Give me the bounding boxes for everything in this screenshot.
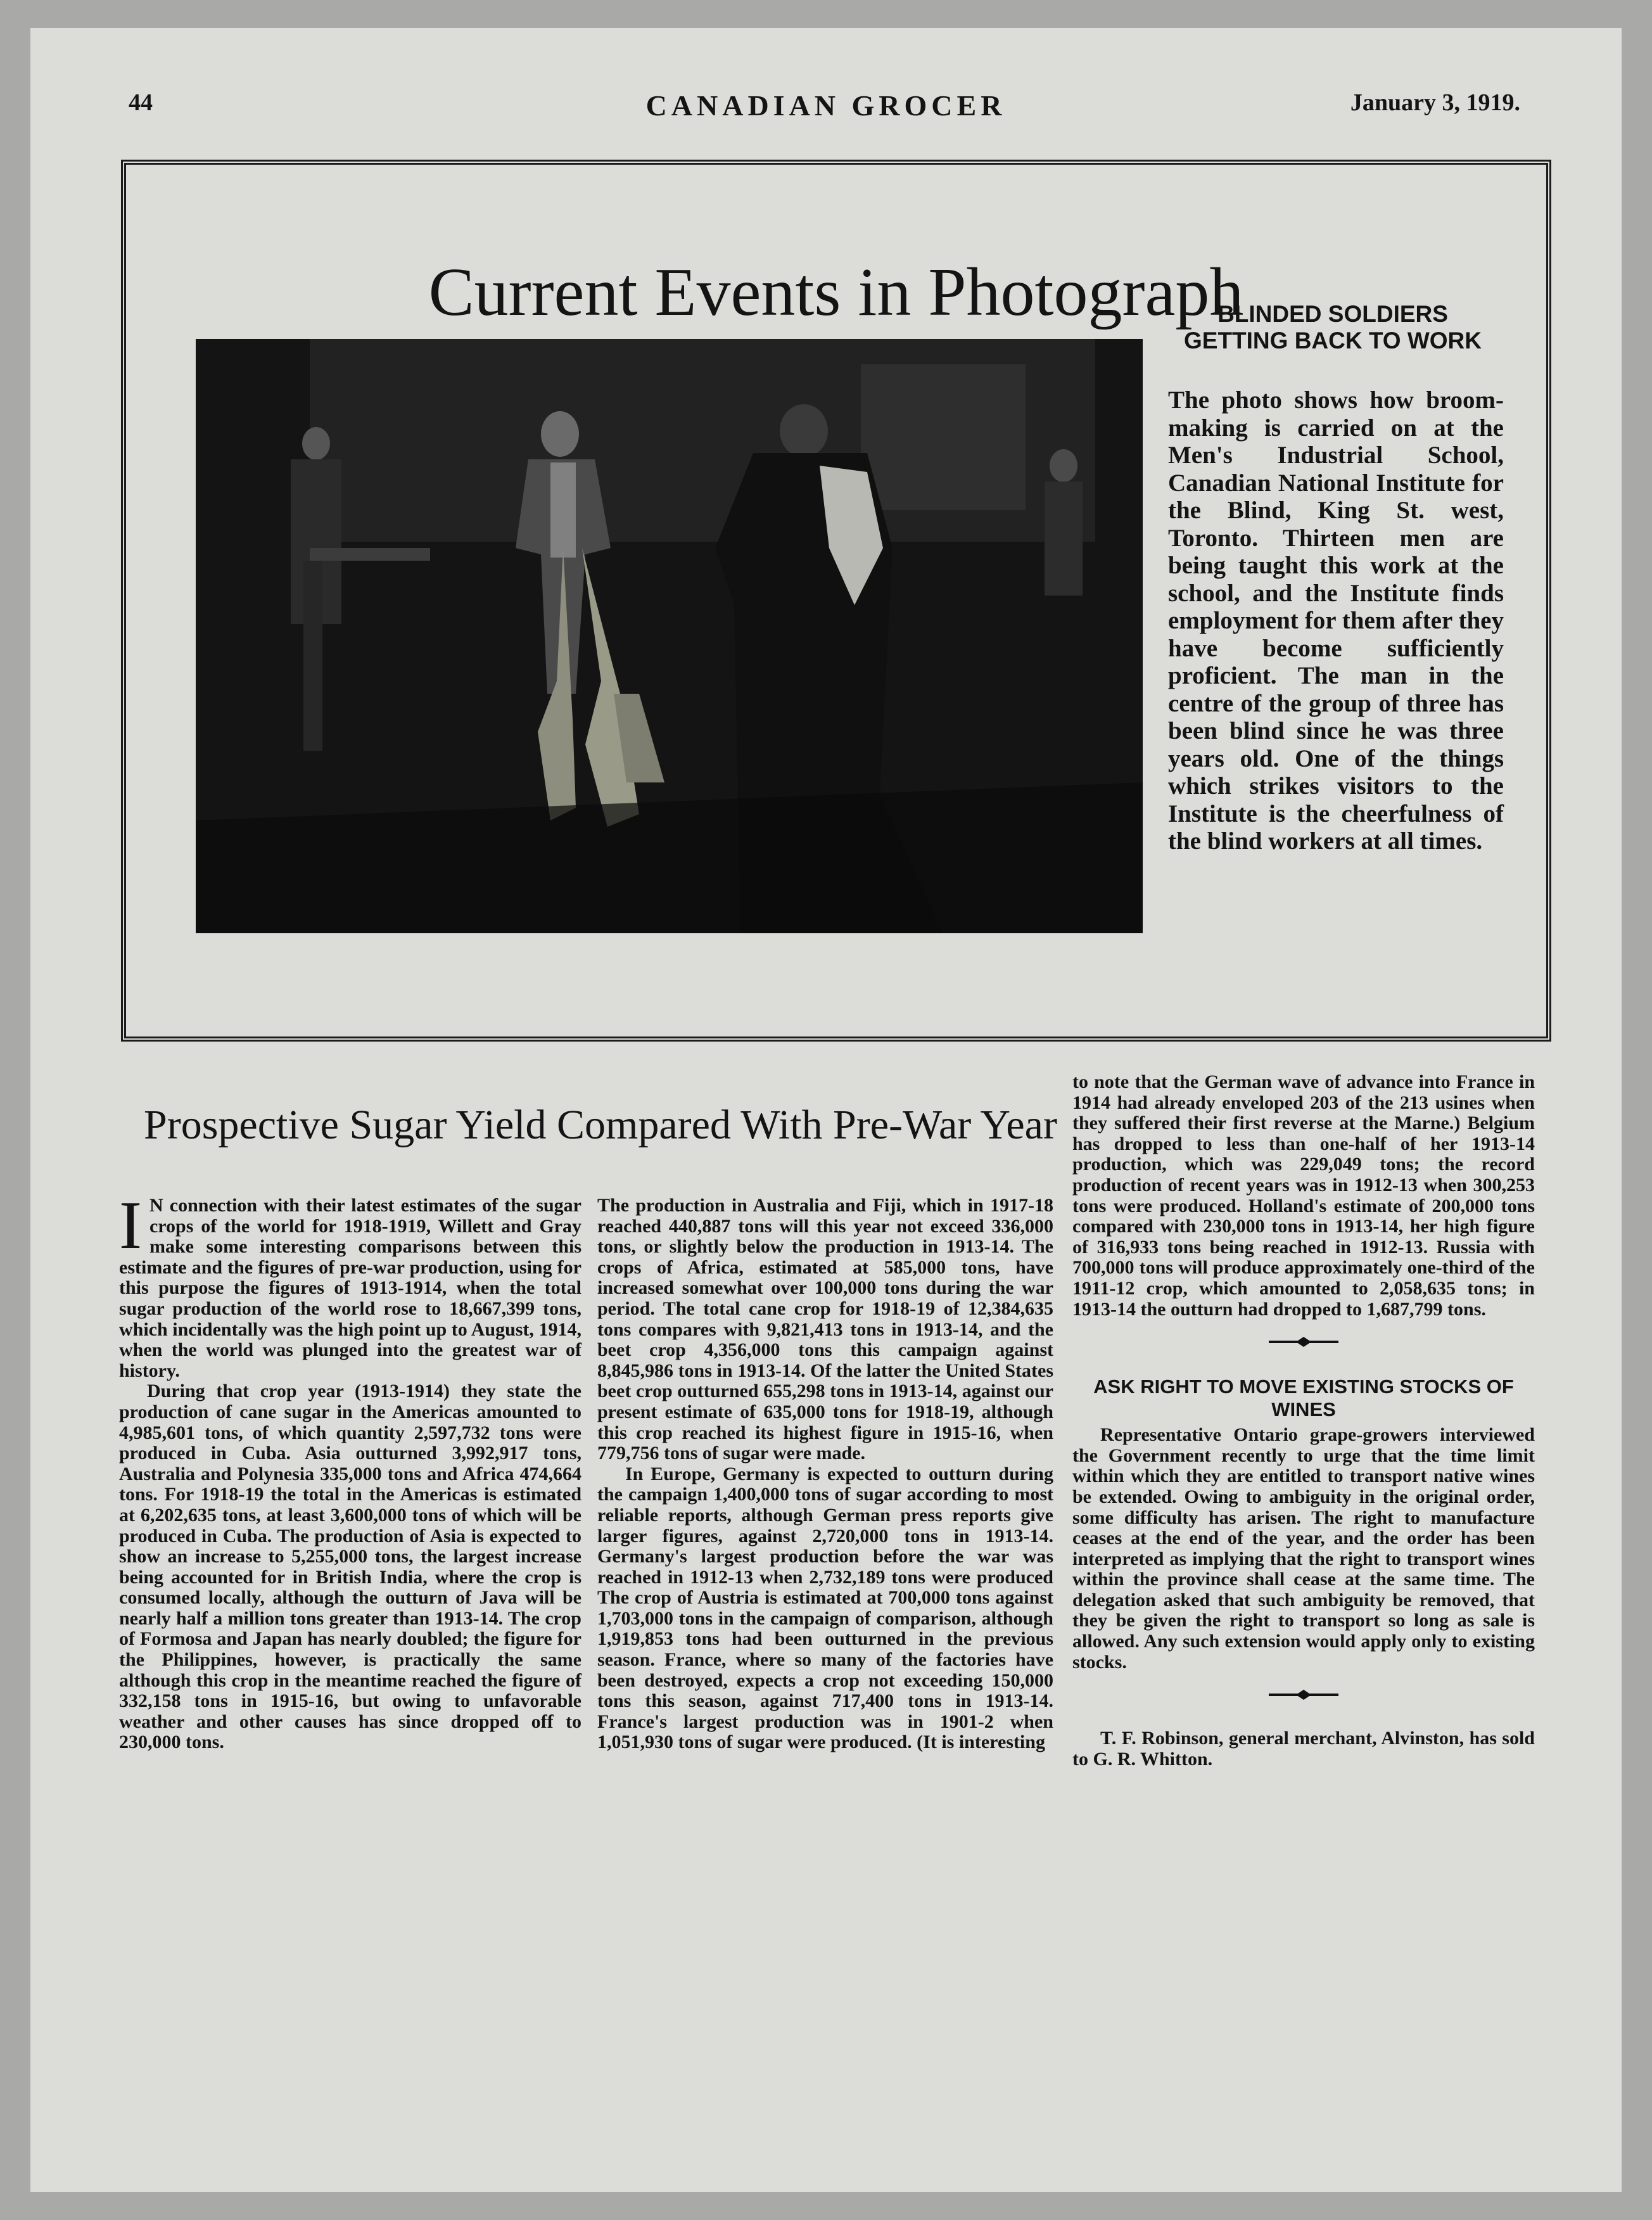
article-paragraph: During that crop year (1913-1914) they state the production of cane sugar in the Americas amounted to 4,985,601 tons, of which quantity 2,597,732 tons were produced in Cuba. Asia outturned 3,992,917 tons, Australia and Polynesia 335,000 tons and Africa 474,664 tons. For 1918-19 the total in the Americas is estimated at 6,202,635 tons, at least 3,600,000 tons of which will be produced in Cuba. The production of Asia is expected to show an increase to 5,255,000 tons, the largest increase being accounted for in British India, where the crop is consumed locally, although the outturn of Java will be nearly half a million tons greater than 1913-14. The crop of Formosa and Japan has nearly doubled; the figure for the Philippines, however, is practically the same although this crop in the meantime reached the figure of 332,158 tons in 1915-16, but owing to unfavorable weather and other causes has since dropped off to 230,000 tons.: [119, 1381, 581, 1753]
article-column-3: [1072, 1072, 1535, 1770]
article-paragraph: to note that the German wave of advance into France in 1914 had already enveloped 203 of the 213 usines when they suffered their first reverse at the Marne.) Belgium has dropped to less than one-half of her 1913-14 production, which was 229,049 tons; the record production of recent years was in 1912-13 when 300,253 tons were produced. Holland's estimate of 200,000 tons compared with 230,000 tons in 1913-14, her high figure of 316,933 tons being reached in 1912-13. Russia with 700,000 tons will produce approximately one-third of the 1911-12 crop, which amounted to 2,058,635 tons; in 1913-14 the outturn had dropped to 1,687,799 tons.: [1072, 1071, 1535, 1320]
notice-paragraph: T. F. Robinson, general merchant, Alvinston, has sold to G. R. Whitton.: [1072, 1728, 1535, 1770]
article-column-1: [119, 1188, 581, 1753]
wines-heading: ASK RIGHT TO MOVE EXISTING STOCKS OF WINES: [1093, 1375, 1514, 1421]
article-paragraph: In Europe, Germany is expected to outturn during the campaign 1,400,000 tons of sugar according to most reliable reports, although German press reports give larger figures, against 2,720,000 tons in 1913-14. Germany's largest production before the war was reached in 1912-13 when 2,732,189 tons were produced The crop of Austria is estimated at 700,000 tons against 1,703,000 tons in the campaign of comparison, although 1,919,853 tons had been outturned in the previous season. France, where so many of the factories have been destroyed, expects a crop not exceeding 150,000 tons this season, against 717,400 tons in 1913-14. France's largest production was in 1901-2 when 1,051,930 tons of sugar were produced. (It is interesting: [597, 1463, 1053, 1753]
article-column-2: [597, 1196, 1053, 1753]
divider-ornament-icon: [1269, 1689, 1338, 1700]
article-title: Prospective Sugar Yield Compared With Pre-War Year: [144, 1101, 1057, 1148]
photo-feature-box: [121, 160, 1551, 1042]
broom-workshop-photo: [196, 339, 1143, 933]
article-paragraph: The production in Australia and Fiji, which in 1917-18 reached 440,887 tons will this year not exceed 336,000 tons, or slightly below the production in 1913-14. The crops of Africa, estimated at 585,000 tons, have increased somewhat over 100,000 tons during the war period. The total cane crop for 1918-19 of 12,384,635 tons compares with 9,821,413 tons in 1913-14, and the beet crop 4,356,000 tons this campaign against 8,845,986 tons in 1913-14. Of the latter the United States beet crop outturned 655,298 tons in 1913-14, against our present estimate of 635,000 tons for 1918-19, although this crop reached its highest figure in 1915-16, when 779,756 tons of sugar were made.: [597, 1195, 1053, 1464]
divider-ornament-icon: [1269, 1336, 1338, 1348]
feature-title: Current Events in Photograph: [428, 255, 1244, 331]
paragraph-text: N connection with their latest estimates of the sugar crops of the world for 1918-1919, Willett and Gray make some interesting comparisons between this estimate and the figures of pre-war production, using for this purpose the figures of 1913-1914, when the total sugar production of the world rose to 18,667,399 tons, which incidentally was the high point up to August, 1914, when the world was plunged into the greatest war of history.: [119, 1195, 581, 1381]
issue-date: January 3, 1919.: [1350, 89, 1520, 116]
wines-paragraph: Representative Ontario grape-growers interviewed the Government recently to urge that the time limit within which they are entitled to transport native wines be extended. Owing to ambiguity in the original order, some difficulty has arisen. The right to manufacture ceases at the end of the year, and the order has been interpreted as implying that the right to transport wines within the province shall cease at the same time. The delegation asked that such ambiguity be removed, that they be given the right to transport so long as sale is allowed. Any such extension would apply only to existing stocks.: [1072, 1424, 1535, 1673]
caption-heading: BLINDED SOLDIERS GETTING BACK TO WORK: [1183, 301, 1482, 354]
photo-icon: [196, 339, 1143, 933]
journal-title: CANADIAN GROCER: [645, 89, 1007, 122]
newspaper-page: [30, 28, 1622, 2192]
article-paragraph: [119, 1188, 581, 1381]
drop-cap: I: [119, 1188, 142, 1263]
page-number: 44: [129, 89, 153, 116]
caption-text: The photo shows how broom-making is carried on at the Men's Industrial School, Canadian National Institute for the Blind, King St. west, Toronto. Thirteen men are being taught this work at the school, and the Institute finds employment for them after they have become sufficiently proficient. The man in the centre of the group of three has been blind since he was three years old. One of the things which strikes visitors to the Institute is the cheerfulness of the blind workers at all times.: [1168, 386, 1504, 855]
